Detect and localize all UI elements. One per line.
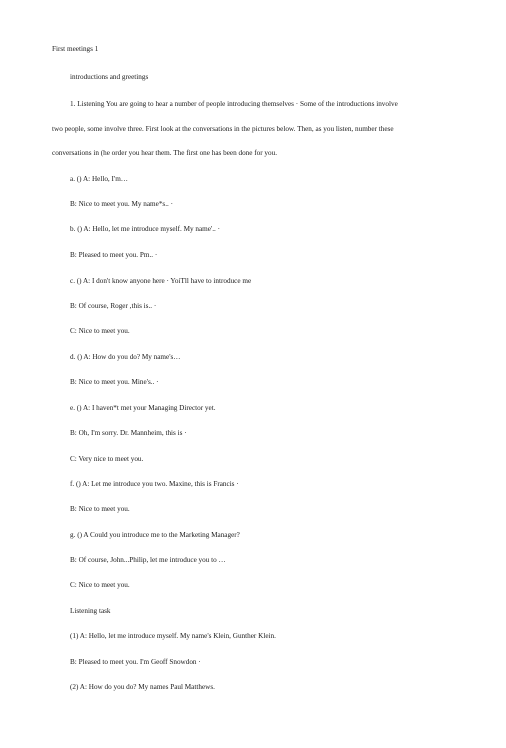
- dialogue-line: B: Of course, Roger ,this is.. ·: [70, 302, 157, 310]
- instruction-line: conversations in (he order you hear them. The first one has been done for you.: [52, 149, 278, 157]
- dialogue-line: g. () A Could you introduce me to the Marketing Manager?: [70, 531, 240, 539]
- dialogue-line: f. () A: Let me introduce you two. Maxine, this is Francis ·: [70, 480, 239, 488]
- dialogue-line: B: Nice to meet you. My name*s.. ·: [70, 200, 174, 208]
- dialogue-line: e. () A: I haven*t met your Managing Director yet.: [70, 404, 216, 412]
- dialogue-line: (2) A: How do you do? My names Paul Matthews.: [70, 683, 215, 691]
- dialogue-line: C: Nice to meet you.: [70, 581, 130, 589]
- document-title: First meetings 1: [52, 45, 99, 53]
- dialogue-line: a. () A: Hello, I'm…: [70, 175, 128, 183]
- instruction-line: two people, some involve three. First look at the conversations in the pictures below. Then, as you listen, number these: [52, 125, 394, 133]
- dialogue-line: B: Nice to meet you. Mine's.. ·: [70, 378, 159, 386]
- dialogue-line: B: Pleased to meet you. I'm Geoff Snowdon ·: [70, 658, 201, 666]
- dialogue-line: C: Nice to meet you.: [70, 327, 130, 335]
- dialogue-line: B: Pleased to meet you. Pm.. ·: [70, 251, 158, 259]
- instruction-line: 1. Listening You are going to hear a number of people introducing themselves · Some of the introductions involve: [70, 100, 398, 108]
- section-heading-listening-task: Listening task: [70, 607, 111, 615]
- dialogue-line: C: Very nice to meet you.: [70, 455, 144, 463]
- dialogue-line: d. () A: How do you do? My name's…: [70, 353, 181, 361]
- dialogue-line: B: Of course, John...Philip, let me introduce you to …: [70, 556, 226, 564]
- dialogue-line: B: Nice to meet you.: [70, 505, 130, 513]
- dialogue-line: b. () A: Hello, let me introduce myself. My name'.. ·: [70, 225, 220, 233]
- dialogue-line: c. () A: I don't know anyone here · YoiTll have to introduce me: [70, 277, 252, 285]
- section-subtitle: introductions and greetings: [70, 73, 149, 81]
- dialogue-line: (1) A: Hello, let me introduce myself. My name's Klein, Gunther Klein.: [70, 632, 276, 640]
- dialogue-line: B: Oh, I'm sorry. Dr. Mannheim, this is ·: [70, 429, 187, 437]
